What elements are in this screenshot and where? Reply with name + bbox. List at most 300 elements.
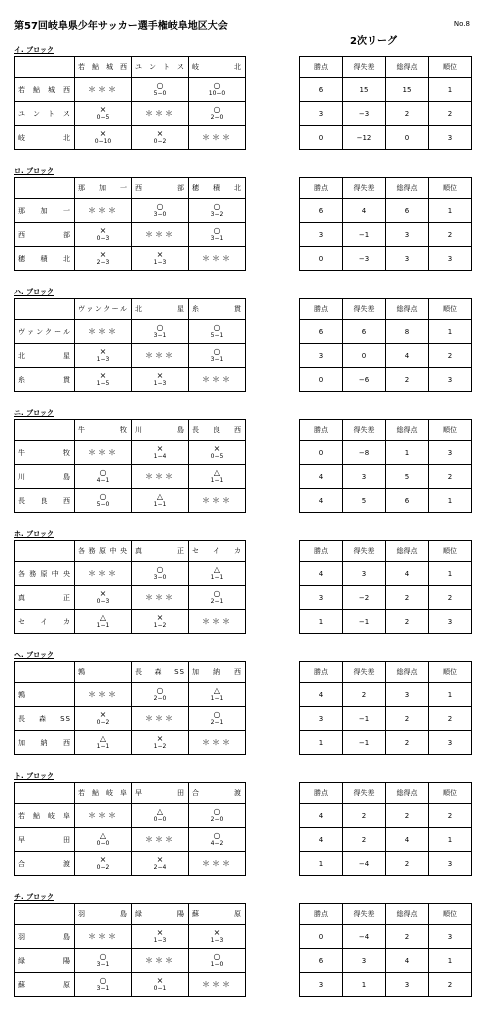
stat-cell: 2	[429, 973, 472, 997]
result-cell	[132, 102, 189, 126]
corner-cell	[15, 541, 75, 562]
stat-cell: 15	[343, 78, 386, 102]
result-score: 0−5	[96, 114, 110, 121]
result-score: 0−1	[153, 985, 167, 992]
league-block	[14, 166, 470, 271]
gap-cell	[246, 465, 300, 489]
gap-cell	[246, 178, 300, 199]
result-symbol: ○	[213, 710, 221, 719]
stat-cell: 2	[386, 586, 429, 610]
stat-header: 勝点	[300, 541, 343, 562]
stat-header: 勝点	[300, 178, 343, 199]
result-score: 3−1	[210, 356, 224, 363]
result-symbol: ×	[213, 444, 221, 453]
result-cell	[132, 320, 189, 344]
result-score: 1−3	[210, 937, 224, 944]
table-row	[15, 344, 472, 368]
table-row	[15, 925, 472, 949]
stat-cell: −8	[343, 441, 386, 465]
block-name: ホ. ブロック	[14, 530, 54, 538]
result-cell	[75, 247, 132, 271]
result-symbol: ×	[99, 129, 107, 138]
row-team: 岐北	[15, 126, 75, 150]
header-team: 長森SS	[132, 662, 189, 683]
result-cell	[189, 731, 246, 755]
self-match-mark: ＊＊＊	[202, 375, 232, 384]
stat-cell: 1	[429, 683, 472, 707]
stat-cell: 3	[386, 973, 429, 997]
stat-header: 順位	[429, 662, 472, 683]
stat-cell: 2	[386, 852, 429, 876]
stat-header: 勝点	[300, 420, 343, 441]
league-block	[14, 287, 470, 392]
stat-cell: 1	[300, 731, 343, 755]
stat-cell: 0	[300, 441, 343, 465]
stat-header: 得失差	[343, 299, 386, 320]
page-title: 第57回岐阜県少年サッカー選手権岐阜地区大会	[14, 21, 228, 32]
table-row	[15, 852, 472, 876]
stat-cell: 0	[343, 344, 386, 368]
result-score: 1−4	[153, 453, 167, 460]
table-row	[15, 441, 472, 465]
stat-cell: −6	[343, 368, 386, 392]
gap-cell	[246, 541, 300, 562]
result-score: 1−3	[153, 937, 167, 944]
result-symbol: ×	[156, 444, 164, 453]
result-cell	[189, 368, 246, 392]
header-team: 緑陽	[132, 904, 189, 925]
stat-header: 勝点	[300, 57, 343, 78]
result-cell	[189, 489, 246, 513]
result-cell	[75, 441, 132, 465]
result-cell	[75, 126, 132, 150]
result-cell	[189, 320, 246, 344]
result-cell	[75, 320, 132, 344]
result-symbol: ×	[156, 976, 164, 985]
result-score: 4−2	[210, 840, 224, 847]
result-score: 5−0	[153, 90, 167, 97]
result-score: 1−0	[210, 961, 224, 968]
stat-cell: 1	[429, 562, 472, 586]
header-team: 蘇原	[189, 904, 246, 925]
row-team: 加納西	[15, 731, 75, 755]
result-symbol: ×	[99, 105, 107, 114]
table-row	[15, 949, 472, 973]
result-symbol: ○	[213, 589, 221, 598]
stat-cell: 6	[300, 320, 343, 344]
header-team: 那加一	[75, 178, 132, 199]
result-cell	[132, 731, 189, 755]
self-match-mark: ＊＊＊	[145, 956, 175, 965]
gap-cell	[246, 662, 300, 683]
stat-header: 総得点	[386, 299, 429, 320]
stat-cell: 2	[386, 610, 429, 634]
result-cell	[75, 368, 132, 392]
result-symbol: ○	[213, 323, 221, 332]
result-cell	[132, 78, 189, 102]
result-cell	[189, 199, 246, 223]
row-team: 長森SS	[15, 707, 75, 731]
result-score: 1−3	[153, 259, 167, 266]
stat-cell: 3	[343, 562, 386, 586]
stat-cell: 3	[300, 973, 343, 997]
corner-cell	[15, 904, 75, 925]
stat-cell: −3	[343, 247, 386, 271]
stat-cell: −2	[343, 586, 386, 610]
result-cell	[189, 441, 246, 465]
result-cell	[189, 126, 246, 150]
league-table	[14, 782, 472, 876]
block-name: ヘ. ブロック	[14, 651, 54, 659]
result-score: 0−5	[210, 453, 224, 460]
self-match-mark: ＊＊＊	[202, 980, 232, 989]
table-row	[15, 465, 472, 489]
stat-cell: 3	[386, 247, 429, 271]
gap-cell	[246, 973, 300, 997]
self-match-mark: ＊＊＊	[88, 811, 118, 820]
stat-cell: 1	[429, 949, 472, 973]
result-score: 1−3	[153, 380, 167, 387]
table-row	[15, 707, 472, 731]
table-row	[15, 320, 472, 344]
result-cell	[132, 199, 189, 223]
stat-header: 勝点	[300, 299, 343, 320]
header-team: 長良西	[189, 420, 246, 441]
result-symbol: ○	[156, 686, 164, 695]
self-match-mark: ＊＊＊	[202, 738, 232, 747]
stat-cell: 6	[300, 78, 343, 102]
result-symbol: ○	[156, 323, 164, 332]
gap-cell	[246, 683, 300, 707]
table-row	[15, 683, 472, 707]
stat-cell: 1	[386, 441, 429, 465]
stat-header: 総得点	[386, 783, 429, 804]
table-row	[15, 731, 472, 755]
self-match-mark: ＊＊＊	[145, 714, 175, 723]
result-cell	[189, 683, 246, 707]
row-team: ユントス	[15, 102, 75, 126]
stat-header: 順位	[429, 904, 472, 925]
result-cell	[132, 562, 189, 586]
stat-cell: 1	[429, 828, 472, 852]
gap-cell	[246, 78, 300, 102]
stat-cell: 4	[386, 562, 429, 586]
result-score: 0−2	[153, 138, 167, 145]
result-cell	[75, 586, 132, 610]
stat-header: 勝点	[300, 662, 343, 683]
header-row	[15, 57, 472, 78]
table-row	[15, 489, 472, 513]
result-cell	[75, 973, 132, 997]
result-symbol: ×	[156, 129, 164, 138]
result-cell	[189, 102, 246, 126]
league-table	[14, 903, 472, 997]
result-score: 5−1	[210, 332, 224, 339]
stat-cell: 1	[429, 489, 472, 513]
gap-cell	[246, 223, 300, 247]
result-cell	[75, 683, 132, 707]
result-symbol: ×	[156, 734, 164, 743]
stat-cell: −1	[343, 223, 386, 247]
corner-cell	[15, 420, 75, 441]
result-score: 2−0	[210, 114, 224, 121]
result-symbol: ○	[156, 565, 164, 574]
gap-cell	[246, 320, 300, 344]
row-team: 鶉	[15, 683, 75, 707]
result-score: 3−1	[210, 235, 224, 242]
gap-cell	[246, 731, 300, 755]
gap-cell	[246, 804, 300, 828]
stat-header: 勝点	[300, 904, 343, 925]
result-cell	[75, 199, 132, 223]
gap-cell	[246, 57, 300, 78]
table-row	[15, 102, 472, 126]
table-row	[15, 973, 472, 997]
stat-cell: 2	[386, 804, 429, 828]
result-symbol: ×	[99, 250, 107, 259]
stat-cell: −1	[343, 610, 386, 634]
result-cell	[189, 707, 246, 731]
result-cell	[189, 586, 246, 610]
stat-cell: 1	[429, 78, 472, 102]
result-score: 0−3	[96, 598, 110, 605]
table-row	[15, 199, 472, 223]
stat-cell: 15	[386, 78, 429, 102]
result-symbol: ×	[99, 347, 107, 356]
block-name: ロ. ブロック	[14, 167, 54, 175]
block-name: ト. ブロック	[14, 772, 54, 780]
stat-cell: 3	[429, 610, 472, 634]
result-score: 3−1	[96, 985, 110, 992]
stat-cell: 1	[429, 199, 472, 223]
stat-cell: 3	[429, 126, 472, 150]
result-symbol: ×	[99, 371, 107, 380]
gap-cell	[246, 562, 300, 586]
self-match-mark: ＊＊＊	[145, 230, 175, 239]
stat-cell: 3	[386, 683, 429, 707]
header-team: セイカ	[189, 541, 246, 562]
result-cell	[75, 949, 132, 973]
header-team: 早田	[132, 783, 189, 804]
stat-cell: 1	[429, 320, 472, 344]
result-cell	[132, 828, 189, 852]
stat-cell: 2	[343, 683, 386, 707]
stat-cell: 0	[300, 126, 343, 150]
stat-header: 順位	[429, 783, 472, 804]
stat-cell: 6	[300, 199, 343, 223]
header-team: 牛牧	[75, 420, 132, 441]
page-subtitle: 2次リーグ	[350, 36, 397, 47]
stat-cell: 5	[343, 489, 386, 513]
header-team: 合渡	[189, 783, 246, 804]
header-row	[15, 783, 472, 804]
result-symbol: ×	[156, 855, 164, 864]
stat-cell: 2	[429, 707, 472, 731]
header-team: 北星	[132, 299, 189, 320]
result-cell	[75, 925, 132, 949]
result-cell	[75, 489, 132, 513]
table-row	[15, 610, 472, 634]
league-block	[14, 45, 470, 150]
result-symbol: △	[99, 734, 107, 743]
gap-cell	[246, 299, 300, 320]
result-score: 2−1	[210, 719, 224, 726]
stat-cell: 2	[429, 223, 472, 247]
stat-cell: 4	[386, 828, 429, 852]
result-score: 1−1	[210, 477, 224, 484]
league-table	[14, 419, 472, 513]
result-score: 0−0	[96, 840, 110, 847]
result-score: 1−1	[96, 743, 110, 750]
stat-header: 順位	[429, 178, 472, 199]
result-score: 0−10	[94, 138, 112, 145]
stat-cell: 2	[386, 925, 429, 949]
result-cell	[132, 852, 189, 876]
result-score: 1−1	[210, 574, 224, 581]
result-cell	[189, 852, 246, 876]
stat-cell: 0	[300, 247, 343, 271]
header-team: 鶉	[75, 662, 132, 683]
result-symbol: ×	[156, 371, 164, 380]
result-cell	[132, 973, 189, 997]
gap-cell	[246, 610, 300, 634]
result-cell	[132, 247, 189, 271]
result-cell	[132, 465, 189, 489]
table-row	[15, 223, 472, 247]
result-cell	[189, 223, 246, 247]
stat-cell: 4	[386, 949, 429, 973]
gap-cell	[246, 828, 300, 852]
result-cell	[132, 489, 189, 513]
header-team: ヴァンクール	[75, 299, 132, 320]
header-row	[15, 662, 472, 683]
result-symbol: ○	[213, 952, 221, 961]
stat-header: 得失差	[343, 541, 386, 562]
result-score: 2−3	[96, 259, 110, 266]
stat-cell: 3	[300, 102, 343, 126]
result-symbol: ×	[156, 928, 164, 937]
gap-cell	[246, 420, 300, 441]
result-cell	[132, 925, 189, 949]
result-score: 10−0	[208, 90, 226, 97]
corner-cell	[15, 662, 75, 683]
stat-cell: 3	[429, 925, 472, 949]
stat-cell: −1	[343, 707, 386, 731]
stat-header: 勝点	[300, 783, 343, 804]
corner-cell	[15, 178, 75, 199]
stat-cell: −1	[343, 731, 386, 755]
result-symbol: ×	[156, 250, 164, 259]
result-score: 0−0	[153, 816, 167, 823]
row-team: 北星	[15, 344, 75, 368]
self-match-mark: ＊＊＊	[202, 254, 232, 263]
stat-header: 順位	[429, 541, 472, 562]
stat-cell: 1	[343, 973, 386, 997]
row-team: 牛牧	[15, 441, 75, 465]
result-cell	[75, 731, 132, 755]
result-score: 1−5	[96, 380, 110, 387]
result-symbol: △	[99, 613, 107, 622]
self-match-mark: ＊＊＊	[88, 932, 118, 941]
league-block	[14, 771, 470, 876]
gap-cell	[246, 441, 300, 465]
row-team: 各務原中央	[15, 562, 75, 586]
stat-cell: 3	[429, 852, 472, 876]
result-cell	[189, 78, 246, 102]
result-score: 3−1	[96, 961, 110, 968]
block-name: ニ. ブロック	[14, 409, 54, 417]
stat-cell: 0	[386, 126, 429, 150]
result-cell	[75, 465, 132, 489]
row-team: セイカ	[15, 610, 75, 634]
result-symbol: △	[213, 468, 221, 477]
result-cell	[189, 828, 246, 852]
gap-cell	[246, 344, 300, 368]
result-score: 0−2	[96, 864, 110, 871]
header-row	[15, 541, 472, 562]
header-row	[15, 904, 472, 925]
result-cell	[75, 78, 132, 102]
league-table	[14, 56, 472, 150]
row-team: 若鮎城西	[15, 78, 75, 102]
result-symbol: ×	[99, 710, 107, 719]
header-team: 西部	[132, 178, 189, 199]
result-score: 1−1	[96, 622, 110, 629]
table-row	[15, 126, 472, 150]
self-match-mark: ＊＊＊	[88, 85, 118, 94]
result-cell	[75, 828, 132, 852]
self-match-mark: ＊＊＊	[202, 133, 232, 142]
result-score: 2−0	[153, 695, 167, 702]
result-cell	[189, 247, 246, 271]
stat-cell: 4	[300, 489, 343, 513]
stat-cell: 3	[300, 223, 343, 247]
stat-cell: 4	[343, 199, 386, 223]
result-score: 3−0	[153, 574, 167, 581]
table-row	[15, 247, 472, 271]
result-score: 2−0	[210, 816, 224, 823]
result-cell	[75, 804, 132, 828]
gap-cell	[246, 707, 300, 731]
gap-cell	[246, 247, 300, 271]
header-team: 加納西	[189, 662, 246, 683]
stat-cell: 2	[429, 586, 472, 610]
stat-cell: 3	[429, 731, 472, 755]
result-symbol: ×	[99, 589, 107, 598]
stat-cell: 6	[300, 949, 343, 973]
stat-cell: −12	[343, 126, 386, 150]
result-symbol: ×	[99, 855, 107, 864]
corner-cell	[15, 783, 75, 804]
stat-cell: 2	[386, 102, 429, 126]
stat-header: 得失差	[343, 57, 386, 78]
table-row	[15, 828, 472, 852]
stat-cell: −3	[343, 102, 386, 126]
row-team: 真正	[15, 586, 75, 610]
stat-cell: 2	[429, 102, 472, 126]
row-team: 穂積北	[15, 247, 75, 271]
result-cell	[132, 804, 189, 828]
result-cell	[189, 925, 246, 949]
stat-cell: 2	[429, 344, 472, 368]
result-symbol: ○	[213, 226, 221, 235]
corner-cell	[15, 299, 75, 320]
block-name: チ. ブロック	[14, 893, 54, 901]
page-number: No.8	[453, 20, 470, 28]
result-cell	[75, 707, 132, 731]
self-match-mark: ＊＊＊	[88, 690, 118, 699]
row-team: ヴァンクール	[15, 320, 75, 344]
